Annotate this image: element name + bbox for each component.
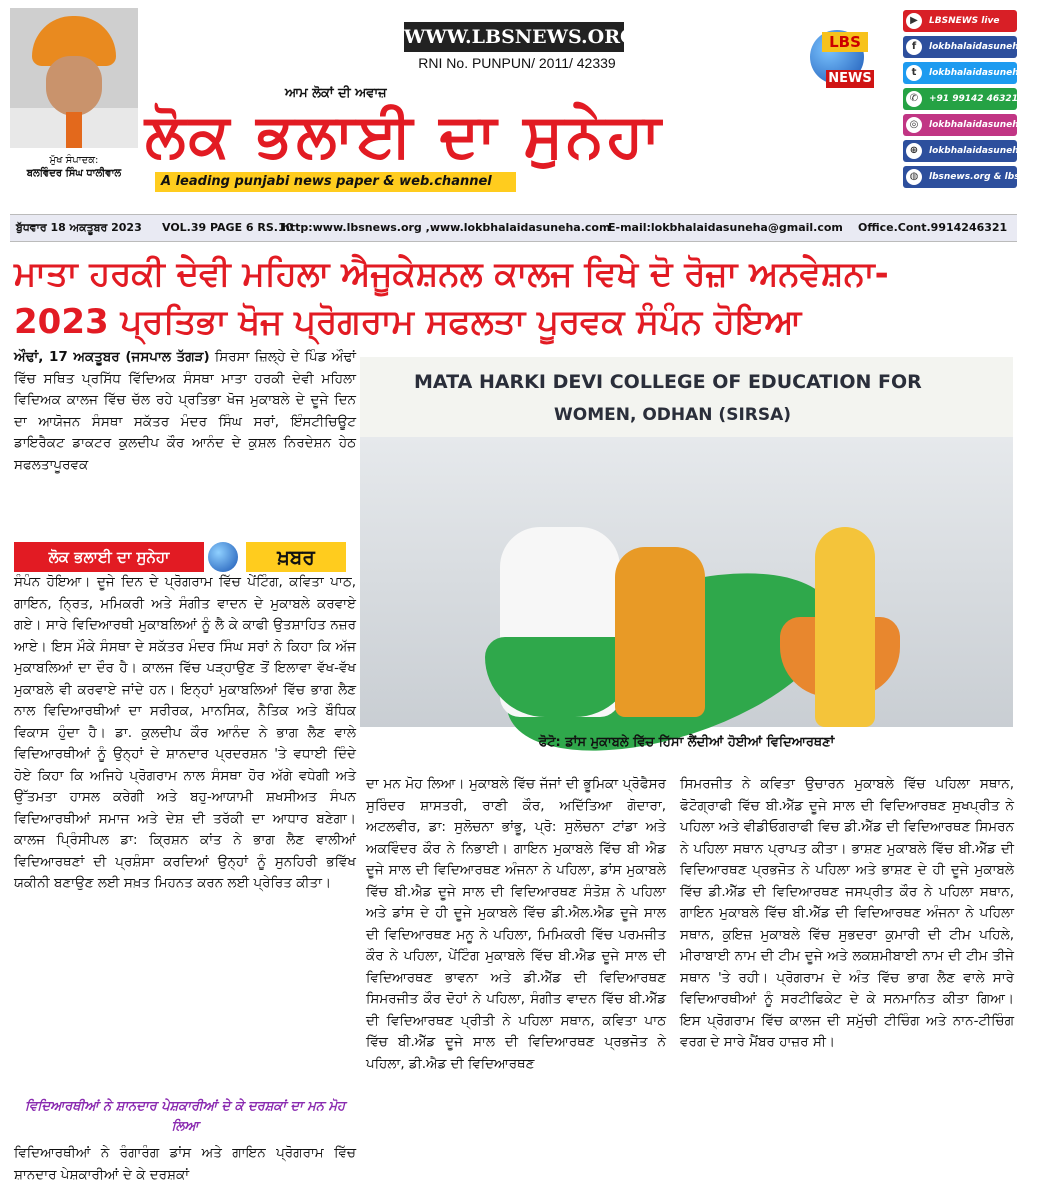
- logo-news-text: NEWS: [826, 70, 874, 88]
- article-column-1-top: [14, 347, 356, 476]
- banner-line-2: WOMEN, ODHAN (SIRSA): [554, 405, 792, 425]
- social-label: lokbhalaidasuneha: [929, 68, 1025, 78]
- social-link[interactable]: [903, 36, 1025, 58]
- banner-line-1: MATA HARKI DEVI COLLEGE OF EDUCATION FOR: [414, 371, 922, 393]
- article-subhead: ਵਿਦਿਆਰਥੀਆਂ ਨੇ ਸ਼ਾਨਦਾਰ ਪੇਸ਼ਕਾਰੀਆਂ ਦੇ ਕੇ ਦਰਸ਼ਕਾਂ ਦਾ ਮਨ ਮੋਹ ਲਿਆ: [24, 1099, 346, 1134]
- paragraph-2: ਸੰਪੰਨ ਹੋਇਆ। ਦੂਜੇ ਦਿਨ ਦੇ ਪ੍ਰੋਗਰਾਮ ਵਿੱਚ ਪੇਂਟਿੰਗ, ਕਵਿਤਾ ਪਾਠ, ਗਾਇਨ, ਨ੍ਰਿਤ, ਮਮਿਕਰੀ ਅਤੇ ਸੰਗੀਤ ਵਾਦਨ ਦੇ ਮੁਕਾਬਲੇ ਕਰਵਾਏ ਗਏ। ਸਾਰੇ ਵਿਦਿਆਰਥੀ ਮੁਕਾਬਲਿਆਂ ਨੂੰ ਲੈ ਕੇ ਕਾਫੀ ਉਤਸ਼ਾਹਿਤ ਨਜ਼ਰ ਆਏ। ਇਸ ਮੌਕੇ ਸੰਸਥਾ ਦੇ ਸਕੱਤਰ ਮੰਦਰ ਸਿੰਘ ਸਰਾਂ ਨੇ ਕਿਹਾ ਕਿ ਅੱਜ ਮੁਕਾਬਲਿਆਂ ਦਾ ਦੌਰ ਹੈ। ਕਾਲਜ ਵਿੱਚ ਪੜ੍ਹਾਉਣ ਤੋਂ ਇਲਾਵਾ ਵੱਖ-ਵੱਖ ਮੁਕਾਬਲੇ ਵੀ ਕਰਵਾਏ ਜਾਂਦੇ ਹਨ। ਇਨ੍ਹਾਂ ਮੁਕਾਬਲਿਆਂ ਵਿੱਚ ਭਾਗ ਲੈਣ ਨਾਲ ਵਿਦਿਆਰਥੀਆਂ ਦਾ ਸਰੀਰਕ, ਮਾਨਸਿਕ, ਨੈਤਿਕ ਅਤੇ ਬੌਧਿਕ ਵਿਕਾਸ ਹੁੰਦਾ ਹੈ। ਡਾ. ਕੁਲਦੀਪ ਕੌਰ ਆਨੰਦ ਨੇ ਭਾਗ ਲੈਣ ਵਾਲੇ ਵਿਦਿਆਰਥੀਆਂ ਨੂੰ ਉਨ੍ਹਾਂ ਦੇ ਸ਼ਾਨਦਾਰ ਪ੍ਰਦਰਸ਼ਨ 'ਤੇ ਵਧਾਈ ਦਿੰਦੇ ਹੋਏ ਕਿਹਾ ਕਿ ਅਜਿਹੇ ਪ੍ਰੋਗਰਾਮ ਨਾਲ ਸੰਸਥਾ ਹੋਰ ਅੱਗੇ ਵਧੇਗੀ ਅਤੇ ਉੱਤਮਤਾ ਹਾਸਲ ਕਰੇਗੀ ਅਤੇ ਬਹੁ-ਆਯਾਮੀ ਸ਼ਖਸੀਅਤ ਸੰਪਨ ਵਿਦਿਆਰਥੀਆਂ ਸਮਾਜ ਅਤੇ ਦੇਸ਼ ਦੀ ਤਰੱਕੀ ਦਾ ਆਧਾਰ ਬਣੇਗਾ। ਕਾਲਜ ਪ੍ਰਿੰਸੀਪਲ ਡਾ: ਕ੍ਰਿਸ਼ਨ ਕਾਂਤ ਨੇ ਭਾਗ ਲੈਣ ਵਾਲੀਆਂ ਵਿਦਿਆਰਥਣਾਂ ਦੀ ਪ੍ਰਸ਼ੰਸਾ ਕਰਦਿਆਂ ਉਨ੍ਹਾਂ ਨੂੰ ਸੁਨਹਿਰੀ ਭਵਿੱਖ ਯਕੀਨੀ ਬਣਾਉਣ ਲਈ ਸਖ਼ਤ ਮਿਹਨਤ ਕਰਨ ਲਈ ਪ੍ਰੇਰਿਤ ਕੀਤਾ।: [14, 574, 356, 891]
- newspaper-title: ਲੋਕ ਭਲਾਈ ਦਾ ਸੁਨੇਹਾ: [145, 101, 664, 171]
- headline-line-2: 2023 ਪ੍ਰਤਿਭਾ ਖੋਜ ਪ੍ਰੋਗਰਾਮ ਸਫਲਤਾ ਪੂਰਵਕ ਸੰਪੰਨ ਹੋਇਆ: [14, 302, 802, 342]
- social-label: LBSNEWS live: [929, 16, 1000, 26]
- paragraph-1: ਸਿਰਸਾ ਜ਼ਿਲ੍ਹੇ ਦੇ ਪਿੰਡ ਔਢਾਂ ਵਿੱਚ ਸਥਿਤ ਪ੍ਰਸਿੱਧ ਵਿੱਦਿਅਕ ਸੰਸਥਾ ਮਾਤਾ ਹਰਕੀ ਦੇਵੀ ਮਹਿਲਾ ਵਿਦਿਅਕ ਕਾਲਜ ਵਿੱਚ ਚੱਲ ਰਹੇ ਪ੍ਰਤਿਭਾ ਖੋਜ ਮੁਕਾਬਲੇ ਦੇ ਦੂਜੇ ਦਿਨ ਦਾ ਆਯੋਜਨ ਸੰਸਥਾ ਸਕੱਤਰ ਮੰਦਰ ਸਿੰਘ ਸਰਾਂ, ਇੰਸਟੀਚਿਊਟ ਡਾਇਰੈਕਟ ਡਾਕਟਰ ਕੁਲਦੀਪ ਕੌਰ ਆਨੰਦ ਦੇ ਕੁਸ਼ਲ ਨਿਰਦੇਸ਼ਨ ਹੇਠ ਸਫਲਤਾਪੂਰਵਕ: [14, 349, 356, 473]
- email-address[interactable]: E-mail:lokbhalaidasuneha@gmail.com: [608, 221, 843, 234]
- website-links[interactable]: http:www.lbsnews.org ,www.lokbhalaidasuneha.com: [282, 221, 611, 234]
- social-links: [903, 10, 1059, 192]
- college-banner: [360, 357, 1013, 437]
- instagram-icon: ◎: [906, 117, 922, 133]
- editor-box: [10, 8, 138, 190]
- issue-date: ਬੁੱਧਵਾਰ 18 ਅਕਤੂਬਰ 2023: [16, 221, 142, 234]
- office-contact: Office.Cont.9914246321: [858, 221, 1008, 234]
- editor-photo: [10, 8, 138, 148]
- social-label: lbsnews.org & lbsnews.in: [929, 172, 1059, 182]
- web-icon: ⊕: [906, 143, 922, 159]
- social-link[interactable]: [903, 88, 1017, 110]
- article-column-2: ਦਾ ਮਨ ਮੋਹ ਲਿਆ। ਮੁਕਾਬਲੇ ਵਿੱਚ ਜੱਜਾਂ ਦੀ ਭੂਮਿਕਾ ਪ੍ਰੋਫੈਸਰ ਸੁਰਿੰਦਰ ਸ਼ਾਸਤਰੀ, ਰਾਣੀ ਕੌਰ, ਅਦਿੱਤਿਆ ਗੋਦਾਰਾ, ਅਟਲਵੀਰ, ਡਾ: ਸੁਲੋਚਨਾ ਭਾਂਭੂ, ਪ੍ਰੋ: ਸੁਲੋਚਨਾ ਟਾਂਡਾ ਅਤੇ ਅਕਵਿੰਦਰ ਕੌਰ ਨੇ ਨਿਭਾਈ। ਗਾਇਨ ਮੁਕਾਬਲੇ ਵਿੱਚ ਬੀ ਐਡ ਦੂਜੇ ਸਾਲ ਦੀ ਵਿਦਿਆਰਥਣ ਅੰਜਨਾ ਨੇ ਪਹਿਲਾ, ਡਾਂਸ ਮੁਕਾਬਲੇ ਵਿੱਚ ਬੀ.ਐਡ ਦੂਜੇ ਸਾਲ ਦੀ ਵਿਦਿਆਰਥਣ ਸੰਤੋਸ਼ ਨੇ ਪਹਿਲਾ ਅਤੇ ਡਾਂਸ ਦੇ ਹੀ ਦੂਜੇ ਮੁਕਾਬਲੇ ਵਿੱਚ ਡੀ.ਐਲ.ਐਡ ਦੂਜੇ ਸਾਲ ਦੀ ਵਿਦਿਆਰਥਣ ਮਨੂ ਨੇ ਪਹਿਲਾ, ਮਿਮਿਕਰੀ ਵਿੱਚ ਪਰਮਜੀਤ ਕੌਰ ਨੇ ਪਹਿਲਾ, ਪੇਂਟਿੰਗ ਮੁਕਾਬਲੇ ਵਿੱਚ ਬੀ.ਐਡ ਦੂਜੇ ਸਾਲ ਦੀ ਵਿਦਿਆਰਥਣ ਭਾਵਨਾ ਅਤੇ ਡੀ.ਐੱਡ ਦੀ ਵਿਦਿਆਰਥਣ ਸਿਮਰਜੀਤ ਕੌਰ ਦੋਹਾਂ ਨੇ ਪਹਿਲਾ, ਸੰਗੀਤ ਵਾਦਨ ਵਿੱਚ ਬੀ.ਐੱਡ ਦੀ ਵਿਦਿਆਰਥਣ ਪ੍ਰੀਤੀ ਨੇ ਪਹਿਲਾ ਸਥਾਨ, ਕਵਿਤਾ ਪਾਠ ਵਿੱਚ ਬੀ.ਐੱਡ ਦੂਜੇ ਸਾਲ ਦੀ ਵਿਦਿਆਰਥਣ ਪ੍ਰਭਜੋਤ ਨੇ ਪਹਿਲਾ, ਡੀ.ਐਡ ਦੀ ਵਿਦਿਆਰਥਣ: [366, 776, 666, 1072]
- brand-khabar: ਖ਼ਬਰ: [246, 542, 346, 572]
- social-label: lokbhalaidasuneha.com: [929, 146, 1050, 156]
- social-link[interactable]: [903, 114, 1025, 136]
- twitter-icon: t: [906, 65, 922, 81]
- brand-box: [14, 542, 356, 572]
- newspaper-subtitle: A leading punjabi news paper & web.channel: [155, 172, 516, 192]
- dancer-2: [615, 547, 705, 717]
- article-column-3: ਸਿਮਰਜੀਤ ਨੇ ਕਵਿਤਾ ਉਚਾਰਨ ਮੁਕਾਬਲੇ ਵਿੱਚ ਪਹਿਲਾ ਸਥਾਨ, ਫੋਟੋਗ੍ਰਾਫੀ ਵਿੱਚ ਬੀ.ਐੱਡ ਦੂਜੇ ਸਾਲ ਦੀ ਵਿਦਿਆਰਥਣ ਸੁਖਪ੍ਰੀਤ ਨੇ ਪਹਿਲਾ ਅਤੇ ਵੀਡੀਓਗਰਾਫੀ ਵਿਚ ਡੀ.ਐੱਡ ਦੀ ਵਿਦਿਆਰਥਣ ਸਿਮਰਨ ਨੇ ਪਹਿਲਾ ਸਥਾਨ ਪ੍ਰਾਪਤ ਕੀਤਾ। ਭਾਸ਼ਣ ਮੁਕਾਬਲੇ ਵਿੱਚ ਬੀ.ਐੱਡ ਦੀ ਵਿਦਿਆਰਥਣ ਪ੍ਰਭਜੋਤ ਨੇ ਪਹਿਲਾ ਅਤੇ ਭਾਸ਼ਣ ਦੇ ਹੀ ਦੂਜੇ ਮੁਕਾਬਲੇ ਵਿੱਚ ਡੀ.ਐੱਡ ਦੀ ਵਿਦਿਆਰਥਣ ਜਸਪ੍ਰੀਤ ਕੌਰ ਨੇ ਪਹਿਲਾ ਸਥਾਨ, ਗਾਇਨ ਮੁਕਾਬਲੇ ਵਿੱਚ ਬੀ.ਐੱਡ ਦੀ ਵਿਦਿਆਰਥਣ ਅੰਜਨਾ ਨੇ ਪਹਿਲਾ ਸਥਾਨ, ਕੁਇਜ਼ ਮੁਕਾਬਲੇ ਵਿੱਚ ਸੁਭਦਰਾ ਕੁਮਾਰੀ ਦੀ ਟੀਮ ਪਹਿਲੇ, ਮੀਰਾਬਾਈ ਨਾਮ ਦੀ ਟੀਮ ਦੂਜੇ ਅਤੇ ਲਕਸ਼ਮੀਬਾਈ ਨਾਮ ਦੀ ਟੀਮ ਤੀਜੇ ਸਥਾਨ 'ਤੇ ਰਹੀ। ਪ੍ਰੋਗਰਾਮ ਦੇ ਅੰਤ ਵਿੱਚ ਭਾਗ ਲੈਣ ਵਾਲੇ ਸਾਰੇ ਵਿਦਿਆਰਥੀਆਂ ਨੂੰ ਸਰਟੀਫਿਕੇਟ ਦੇ ਕੇ ਸਨਮਾਨਿਤ ਕੀਤਾ ਗਿਆ। ਇਸ ਪ੍ਰੋਗਰਾਮ ਵਿੱਚ ਕਾਲਜ ਦੀ ਸਮੁੱਚੀ ਟੀਚਿੰਗ ਅਤੇ ਨਾਨ-ਟੀਚਿੰਗ ਵਰਗ ਦੇ ਸਾਰੇ ਮੈਂਬਰ ਹਾਜ਼ਰ ਸੀ।: [680, 776, 1014, 1050]
- paragraph-3: ਵਿਦਿਆਰਥੀਆਂ ਨੇ ਰੰਗਾਰੰਗ ਡਾਂਸ ਅਤੇ ਗਾਇਨ ਪ੍ਰੋਗਰਾਮ ਵਿੱਚ ਸ਼ਾਨਦਾਰ ਪੇਸ਼ਕਾਰੀਆਂ ਦੇ ਕੇ ਦਰਸ਼ਕਾਂ: [14, 1145, 356, 1183]
- info-bar: [10, 214, 1017, 242]
- social-link[interactable]: [903, 10, 1017, 32]
- stage: [360, 437, 1013, 727]
- lbs-news-logo: [782, 18, 892, 98]
- social-link[interactable]: [903, 140, 1050, 162]
- social-link[interactable]: [903, 166, 1059, 188]
- editor-name: ਬਲਵਿੰਦਰ ਸਿੰਘ ਧਾਲੀਵਾਲ: [26, 168, 122, 179]
- dancer-3: [815, 527, 875, 727]
- social-label: lokbhalaidasuneha: [929, 120, 1025, 130]
- whatsapp-icon: ✆: [906, 91, 922, 107]
- headline-line-1: ਮਾਤਾ ਹਰਕੀ ਦੇਵੀ ਮਹਿਲਾ ਐਜੂਕੇਸ਼ਨਲ ਕਾਲਜ ਵਿਖੇ ਦੋ ਰੋਜ਼ਾ ਅਨਵੇਸ਼ਨਾ-: [14, 254, 889, 294]
- article-headline: [14, 250, 1014, 346]
- dateline: ਔਢਾਂ, 17 ਅਕਤੂਬਰ (ਜਸਪਾਲ ਤੱਗੜ): [14, 349, 210, 365]
- website-banner[interactable]: WWW.LBSNEWS.ORG: [404, 22, 624, 52]
- editor-role: ਮੁੱਖ ਸੰਪਾਦਕ:: [49, 155, 99, 166]
- photo-caption: ਫੋਟੋ: ਡਾਂਸ ਮੁਕਾਬਲੇ ਵਿੱਚ ਹਿੱਸਾ ਲੈਂਦੀਆਂ ਹੋਈਆਂ ਵਿਦਿਆਰਥਣਾਂ: [538, 735, 835, 750]
- brand-title: ਲੋਕ ਭਲਾਈ ਦਾ ਸੁਨੇਹਾ: [14, 542, 204, 572]
- social-label: lokbhalaidasuneha: [929, 42, 1025, 52]
- social-label: +91 99142 46321: [929, 94, 1018, 104]
- rni-number: RNI No. PUNPUN/ 2011/ 42339: [418, 55, 616, 71]
- globe-icon: [208, 542, 238, 572]
- event-photo: [360, 357, 1013, 727]
- tagline-punjabi: ਆਮ ਲੋਕਾਂ ਦੀ ਅਵਾਜ਼: [285, 86, 387, 101]
- volume-info: VOL.39 PAGE 6 RS.10: [162, 221, 294, 234]
- globe-icon: ◍: [906, 169, 922, 185]
- logo-lbs-text: LBS: [822, 32, 868, 52]
- youtube-icon: ▶: [906, 13, 922, 29]
- editor-caption: [10, 154, 138, 180]
- facebook-icon: f: [906, 39, 922, 55]
- social-link[interactable]: [903, 62, 1025, 84]
